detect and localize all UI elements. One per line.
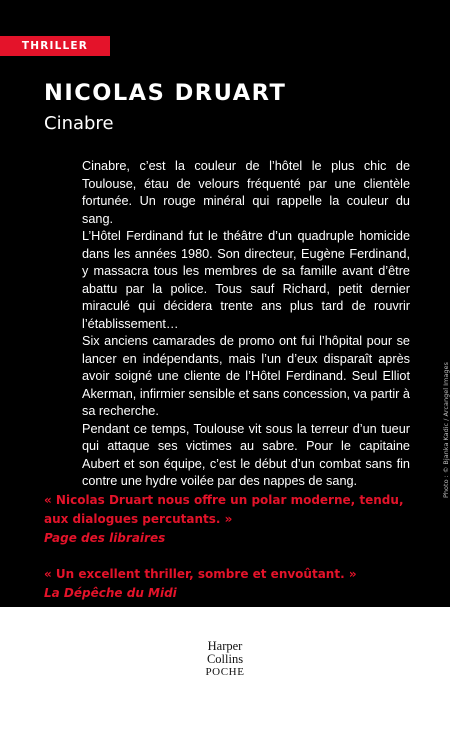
synopsis-paragraph: Cinabre, c’est la couleur de l’hôtel le plus chic de Toulouse, étau de velours fréquenté par une clientèle fortunée. Un rouge minéral qui rappelle la couleur du sang. [82, 159, 410, 226]
synopsis-paragraph: Pendant ce temps, Toulouse vit sous la terreur d’un tueur qui attaque ses victimes au sabre. Pour le capitaine Aubert et son équipe, c’est le début d’un combat sans fin contre une hydre voilée par des nappes de sang. [82, 421, 410, 488]
publisher-line: Collins [206, 652, 244, 666]
photo-credit: Photo : © Bjanka Kadic / Arcangel Images [442, 362, 450, 498]
press-quote [44, 565, 414, 603]
book-title: Cinabre [44, 113, 114, 134]
press-quote [44, 491, 414, 548]
publisher-line: Harper [207, 639, 243, 653]
quote-source: Page des libraires [44, 531, 166, 545]
quote-text: « Nicolas Druart nous offre un polar moderne, tendu, aux dialogues percutants. » [44, 493, 404, 526]
genre-tag: THRILLER [0, 36, 110, 56]
publisher-logo [175, 640, 275, 679]
synopsis-paragraph: Six anciens camarades de promo ont fui l’hôpital pour se lancer en indépendants, mais l’un d’eux disparaît après avoir soigné une cliente de l’Hôtel Ferdinand. Seul Elliot Akerman, infirmier sensible et sans concession, va partir à sa recherche. [82, 334, 410, 418]
publisher-imprint: POCHE [205, 666, 245, 678]
synopsis-paragraph: L’Hôtel Ferdinand fut le théâtre d’un quadruple homicide dans les années 1980. Son directeur, Eugène Ferdinand, y massacra tous les membres de sa famille avant d’être abattu par la police. Tous sauf Richard, petit dernier miraculé qui décidera trente ans plus tard de rouvrir l’établissement… [82, 229, 410, 331]
quote-source: La Dépêche du Midi [44, 586, 177, 600]
synopsis [82, 158, 410, 491]
quote-text: « Un excellent thriller, sombre et envoûtant. » [44, 567, 357, 581]
author-name: NICOLAS DRUART [44, 80, 287, 106]
